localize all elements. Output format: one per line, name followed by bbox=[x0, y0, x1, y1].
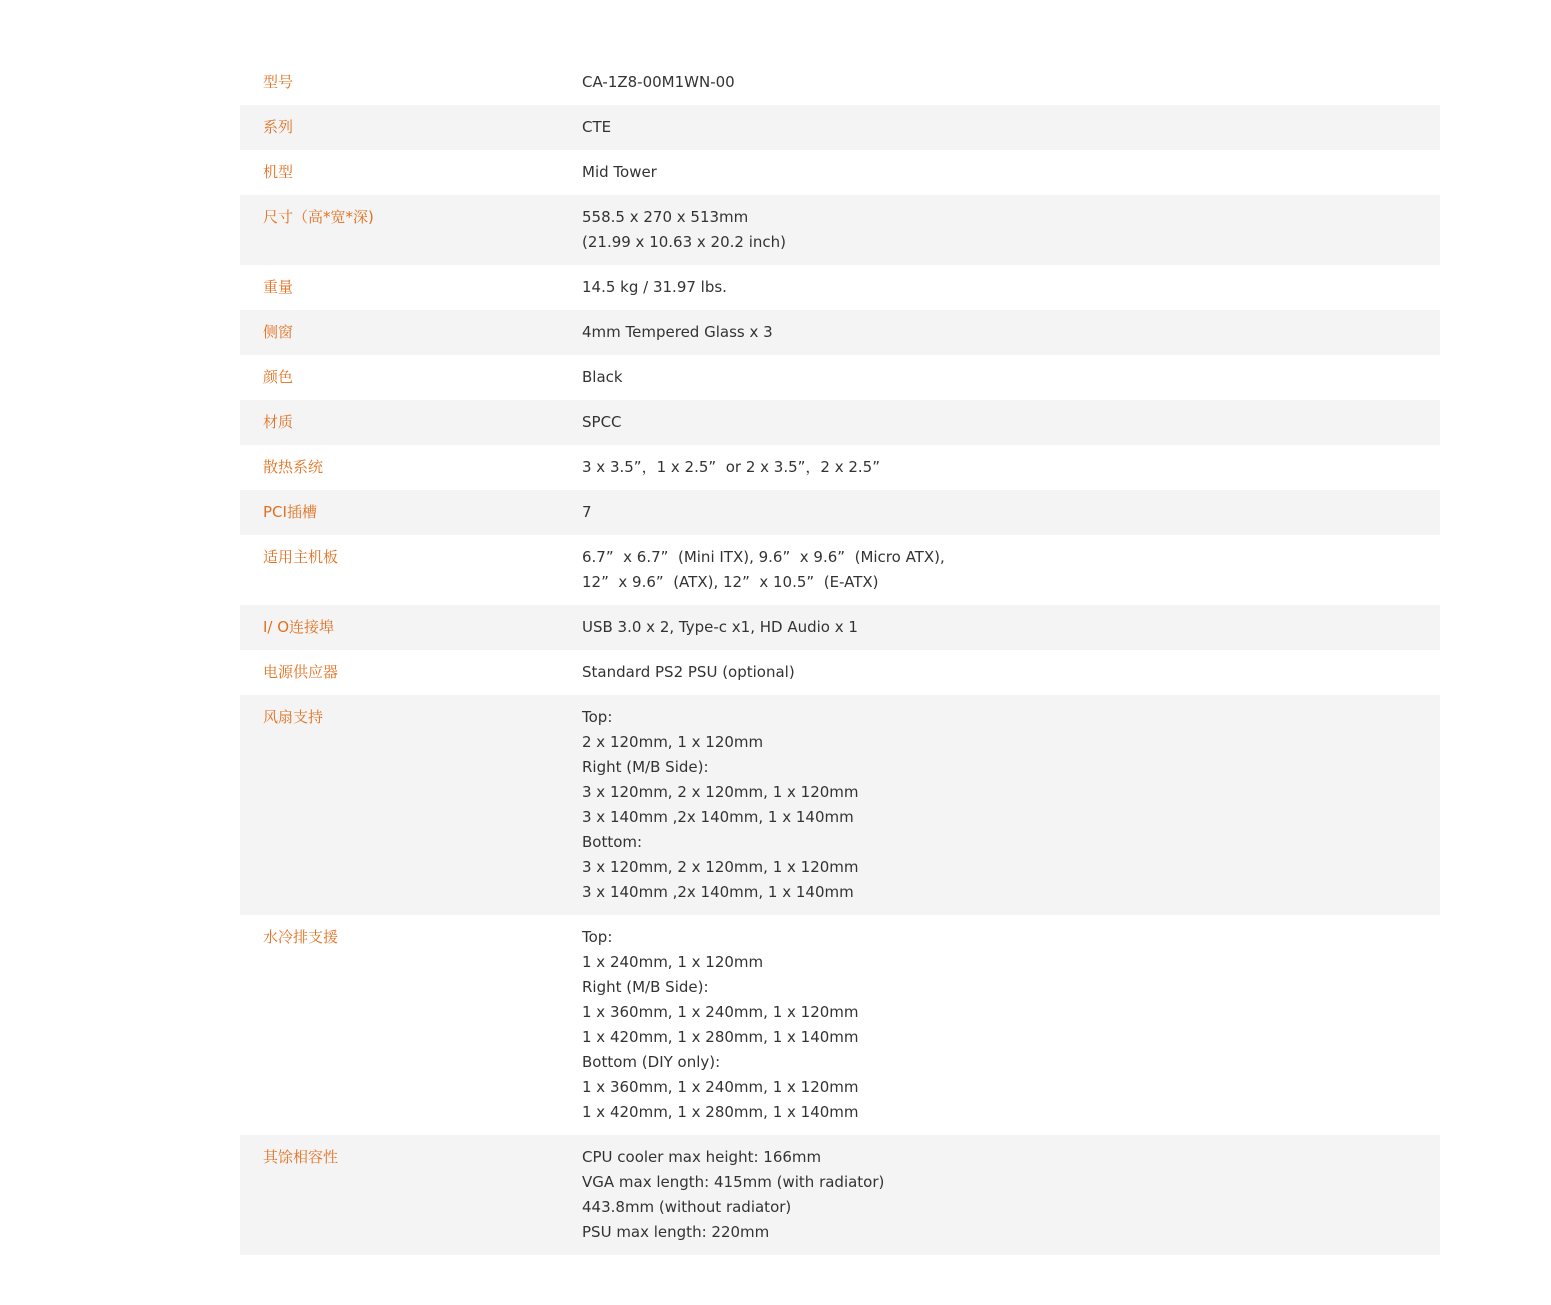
spec-value-line: VGA max length: 415mm (with radiator) bbox=[582, 1173, 885, 1191]
spec-value bbox=[582, 320, 1440, 345]
spec-value-line: Mid Tower bbox=[582, 163, 657, 181]
spec-row bbox=[240, 915, 1440, 1135]
spec-value-line: Top: bbox=[582, 928, 613, 946]
spec-value-line: 3 x 120mm, 2 x 120mm, 1 x 120mm bbox=[582, 783, 859, 801]
spec-label: 系列 bbox=[263, 118, 294, 136]
spec-value-line: 7 bbox=[582, 503, 592, 521]
spec-label: 颜色 bbox=[263, 368, 294, 386]
spec-row bbox=[240, 265, 1440, 310]
spec-value-line: 1 x 240mm, 1 x 120mm bbox=[582, 953, 764, 971]
spec-row bbox=[240, 400, 1440, 445]
spec-value bbox=[582, 205, 1440, 255]
spec-value-line: 443.8mm (without radiator) bbox=[582, 1198, 792, 1216]
spec-value-line: CPU cooler max height: 166mm bbox=[582, 1148, 822, 1166]
spec-label: 水冷排支援 bbox=[263, 928, 339, 946]
spec-value-line: 4mm Tempered Glass x 3 bbox=[582, 323, 773, 341]
spec-value bbox=[582, 925, 1440, 1125]
spec-value bbox=[582, 410, 1440, 435]
spec-value-line: PSU max length: 220mm bbox=[582, 1223, 770, 1241]
spec-value-line: (21.99 x 10.63 x 20.2 inch) bbox=[582, 233, 787, 251]
spec-label: 电源供应器 bbox=[263, 663, 339, 681]
spec-label: 散热系统 bbox=[263, 458, 324, 476]
spec-row bbox=[240, 1135, 1440, 1255]
spec-value bbox=[582, 455, 1440, 480]
spec-row bbox=[240, 695, 1440, 915]
spec-value-line: CA-1Z8-00M1WN-00 bbox=[582, 73, 735, 91]
spec-value-line: 558.5 x 270 x 513mm bbox=[582, 208, 749, 226]
spec-label: 风扇支持 bbox=[263, 708, 324, 726]
spec-value-line: 12” x 9.6” (ATX), 12” x 10.5” (E-ATX) bbox=[582, 573, 879, 591]
spec-value bbox=[582, 660, 1440, 685]
spec-label: 其馀相容性 bbox=[263, 1148, 339, 1166]
spec-value-line: 3 x 3.5”，1 x 2.5” or 2 x 3.5”，2 x 2.5” bbox=[582, 458, 880, 476]
spec-value-line: 1 x 420mm, 1 x 280mm, 1 x 140mm bbox=[582, 1103, 859, 1121]
spec-value-line: USB 3.0 x 2, Type-c x1, HD Audio x 1 bbox=[582, 618, 858, 636]
spec-value-line: 3 x 140mm ,2x 140mm, 1 x 140mm bbox=[582, 808, 854, 826]
spec-value-line: 2 x 120mm, 1 x 120mm bbox=[582, 733, 764, 751]
spec-value-line: 3 x 140mm ,2x 140mm, 1 x 140mm bbox=[582, 883, 854, 901]
spec-label: 型号 bbox=[263, 73, 294, 91]
spec-row bbox=[240, 60, 1440, 105]
spec-value-line: 3 x 120mm, 2 x 120mm, 1 x 120mm bbox=[582, 858, 859, 876]
spec-value bbox=[582, 160, 1440, 185]
spec-row bbox=[240, 310, 1440, 355]
spec-row bbox=[240, 445, 1440, 490]
spec-label: 侧窗 bbox=[263, 323, 294, 341]
spec-value-line: Right (M/B Side): bbox=[582, 758, 709, 776]
spec-value bbox=[582, 1145, 1440, 1245]
spec-value-line: Standard PS2 PSU (optional) bbox=[582, 663, 795, 681]
spec-value bbox=[582, 70, 1440, 95]
spec-value-line: 1 x 420mm, 1 x 280mm, 1 x 140mm bbox=[582, 1028, 859, 1046]
spec-value-line: Right (M/B Side): bbox=[582, 978, 709, 996]
spec-row bbox=[240, 490, 1440, 535]
spec-value-line: Bottom (DIY only): bbox=[582, 1053, 721, 1071]
spec-value bbox=[582, 275, 1440, 300]
spec-value-line: Black bbox=[582, 368, 623, 386]
spec-label: I/ O连接埠 bbox=[263, 618, 335, 636]
spec-value bbox=[582, 545, 1440, 595]
spec-value bbox=[582, 615, 1440, 640]
spec-row bbox=[240, 195, 1440, 265]
spec-label: PCI插槽 bbox=[263, 503, 317, 521]
spec-label: 材质 bbox=[263, 413, 294, 431]
spec-table bbox=[240, 60, 1440, 1255]
spec-value-line: Top: bbox=[582, 708, 613, 726]
spec-value-line: CTE bbox=[582, 118, 612, 136]
spec-value bbox=[582, 115, 1440, 140]
spec-row bbox=[240, 535, 1440, 605]
spec-label: 机型 bbox=[263, 163, 294, 181]
spec-value-line: 14.5 kg / 31.97 lbs. bbox=[582, 278, 727, 296]
spec-row bbox=[240, 355, 1440, 400]
spec-row bbox=[240, 650, 1440, 695]
spec-label: 重量 bbox=[263, 278, 294, 296]
spec-label: 尺寸（高*宽*深) bbox=[263, 208, 374, 226]
spec-value-line: Bottom: bbox=[582, 833, 643, 851]
spec-value-line: SPCC bbox=[582, 413, 622, 431]
spec-label: 适用主机板 bbox=[263, 548, 339, 566]
spec-value-line: 6.7” x 6.7” (Mini ITX), 9.6” x 9.6” (Micro ATX), bbox=[582, 548, 945, 566]
spec-value bbox=[582, 500, 1440, 525]
spec-row bbox=[240, 105, 1440, 150]
spec-value bbox=[582, 705, 1440, 905]
spec-row bbox=[240, 605, 1440, 650]
spec-value-line: 1 x 360mm, 1 x 240mm, 1 x 120mm bbox=[582, 1078, 859, 1096]
spec-value bbox=[582, 365, 1440, 390]
spec-row bbox=[240, 150, 1440, 195]
spec-value-line: 1 x 360mm, 1 x 240mm, 1 x 120mm bbox=[582, 1003, 859, 1021]
